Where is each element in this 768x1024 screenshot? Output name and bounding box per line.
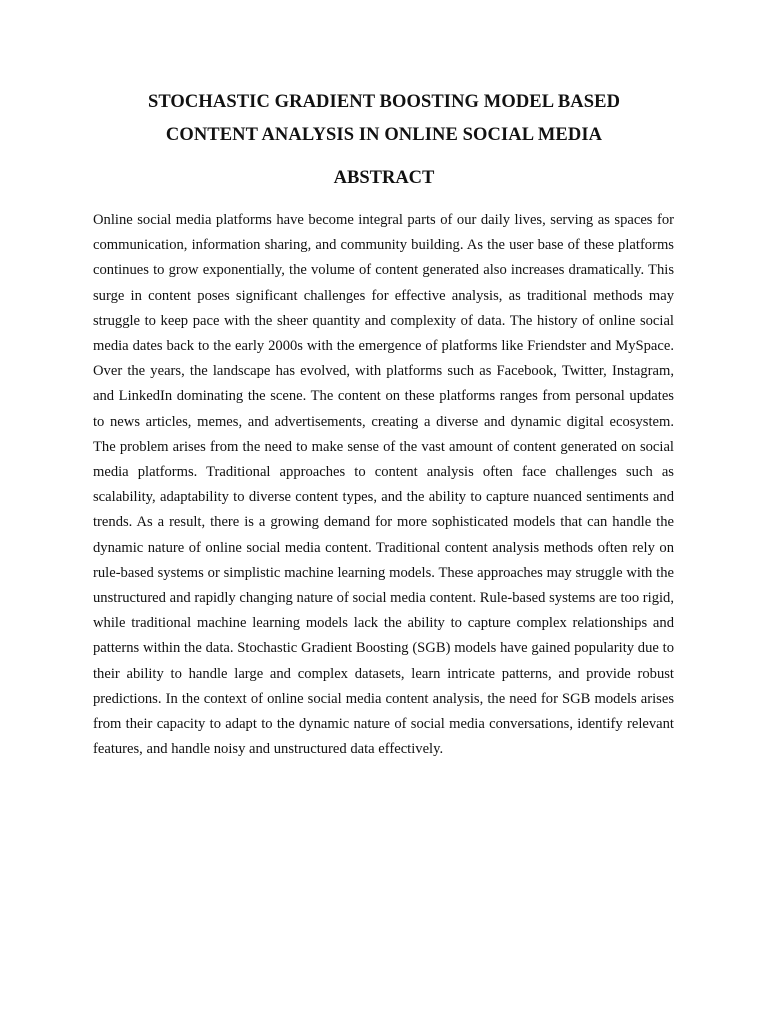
paper-title xyxy=(60,86,708,152)
paper-title-line-1: STOCHASTIC GRADIENT BOOSTING MODEL BASED xyxy=(147,92,621,112)
paper-title-line-2: CONTENT ANALYSIS IN ONLINE SOCIAL MEDIA xyxy=(165,125,603,145)
abstract-heading: ABSTRACT xyxy=(333,168,435,188)
abstract-body: Online social media platforms have become integral parts of our daily lives, serving as spaces for communication, information sharing, and community building. As the user base of these platforms continues to grow exponentially, the volume of content generated also increases dramatically. This surge in content poses significant challenges for effective analysis, as traditional methods may struggle to keep pace with the sheer quantity and complexity of data. The history of online social media dates back to the early 2000s with the emergence of platforms like Friendster and MySpace. Over the years, the landscape has evolved, with platforms such as Facebook, Twitter, Instagram, and LinkedIn dominating the scene. The content on these platforms ranges from personal updates to news articles, memes, and advertisements, creating a diverse and dynamic digital ecosystem. The problem arises from the need to make sense of the vast amount of content generated on social media platforms. Traditional approaches to content analysis often face challenges such as scalability, adaptability to diverse content types, and the ability to capture nuanced sentiments and trends. As a result, there is a growing demand for more sophisticated models that can handle the dynamic nature of online social media content. Traditional content analysis methods often rely on rule-based systems or simplistic machine learning models. These approaches may struggle with the unstructured and rapidly changing nature of social media content. Rule-based systems are too rigid, while traditional machine learning models lack the ability to capture complex relationships and patterns within the data. Stochastic Gradient Boosting (SGB) models have gained popularity due to their ability to handle large and complex datasets, learn intricate patterns, and provide robust predictions. In the context of online social media content analysis, the need for SGB models arises from their capacity to adapt to the dynamic nature of social media conversations, identify relevant features, and handle noisy and unstructured data effectively. xyxy=(93,212,674,758)
